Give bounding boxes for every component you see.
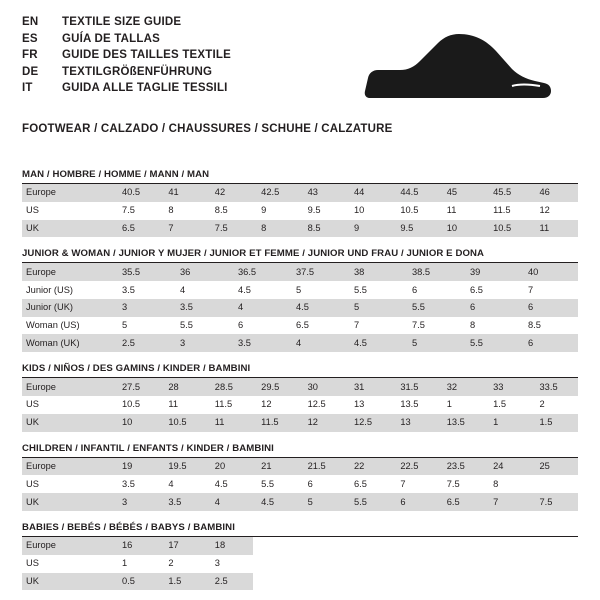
size-table-children (22, 458, 578, 511)
size-cell: 6 (307, 478, 313, 489)
size-cell: 38.5 (404, 263, 462, 281)
size-cell: 10 (353, 205, 365, 216)
size-block-junior-woman (22, 248, 578, 352)
size-cell: 4.5 (214, 478, 228, 489)
size-cell: 10.5 (160, 414, 206, 432)
table-row (22, 299, 578, 317)
language-row (22, 49, 231, 66)
size-cell: 45 (439, 184, 485, 202)
size-cell: 12 (261, 399, 272, 410)
size-cell: 1.5 (532, 414, 578, 432)
size-cell: 3.5 (122, 284, 135, 295)
page-header (22, 16, 578, 111)
size-cell: 42.5 (253, 184, 299, 202)
language-code: EN (22, 16, 39, 28)
size-cell: 4 (207, 493, 253, 511)
size-cell: 13 (353, 399, 365, 410)
size-cell: 6 (520, 299, 578, 317)
size-cell: 6 (412, 284, 418, 295)
size-cell: 5 (296, 284, 302, 295)
block-title: MAN / HOMBRE / HOMME / MANN / MAN (22, 169, 578, 184)
size-cell: 3.5 (160, 493, 206, 511)
size-cell: 45.5 (485, 184, 531, 202)
size-cell: 40 (520, 263, 578, 281)
size-cell: 46 (532, 184, 578, 202)
language-title: GUIDE DES TAILLES TEXTILE (62, 49, 231, 61)
size-cell: 22 (346, 458, 392, 476)
row-label: US (26, 205, 39, 216)
size-cell: 17 (160, 537, 206, 555)
size-cell: 6.5 (353, 478, 367, 489)
size-cell: 7.5 (446, 478, 460, 489)
size-cell: 2.5 (207, 573, 253, 591)
size-cell: 2 (168, 558, 174, 569)
size-cell: 3.5 (230, 334, 288, 352)
language-row (22, 66, 231, 83)
size-block-kids (22, 363, 578, 431)
size-cell: 25 (532, 458, 578, 476)
size-cell: 36 (172, 263, 230, 281)
size-cell: 23.5 (439, 458, 485, 476)
row-label: Junior (US) (26, 284, 74, 295)
size-cell: 10 (114, 414, 160, 432)
size-cell: 35.5 (114, 263, 172, 281)
row-label: Europe (22, 458, 114, 476)
language-row (22, 33, 231, 50)
block-title: BABIES / BEBÉS / BÉBÉS / BABYS / BAMBINI (22, 522, 578, 537)
language-title-list (22, 16, 231, 99)
size-cell: 10 (439, 220, 485, 238)
size-cell: 7 (354, 320, 360, 331)
size-cell: 44 (346, 184, 392, 202)
size-cell: 3 (214, 558, 220, 569)
size-cell: 33 (485, 378, 531, 396)
size-cell: 6 (520, 334, 578, 352)
size-cell: 3 (114, 493, 160, 511)
size-cell: 8.5 (214, 205, 228, 216)
size-cell: 28 (160, 378, 206, 396)
size-cell: 22.5 (392, 458, 438, 476)
size-cell: 1 (485, 414, 531, 432)
size-cell: 4 (230, 299, 288, 317)
size-cell: 1.5 (160, 573, 206, 591)
row-label: UK (22, 220, 114, 238)
size-cell: 5.5 (346, 493, 392, 511)
size-cell: 20 (207, 458, 253, 476)
size-cell: 13.5 (400, 399, 419, 410)
size-cell: 4 (288, 334, 346, 352)
size-cell: 30 (300, 378, 346, 396)
size-table-kids (22, 378, 578, 431)
table-row (22, 396, 578, 414)
size-cell: 7 (400, 478, 406, 489)
language-row (22, 82, 231, 99)
language-row (22, 16, 231, 33)
size-cell: 10.5 (400, 205, 419, 216)
table-row (22, 537, 578, 555)
size-cell: 6 (392, 493, 438, 511)
table-row (22, 458, 578, 476)
size-cell: 11 (168, 399, 179, 410)
size-cell: 5 (122, 320, 128, 331)
size-cell: 1.5 (493, 399, 507, 410)
empty-cell (253, 537, 578, 555)
size-cell: 27.5 (114, 378, 160, 396)
size-cell: 24 (485, 458, 531, 476)
size-cell: 19.5 (160, 458, 206, 476)
size-cell: 16 (114, 537, 160, 555)
size-block-children (22, 443, 578, 511)
size-cell: 7 (528, 284, 534, 295)
size-cell: 7.5 (207, 220, 253, 238)
size-cell: 11.5 (493, 205, 511, 216)
table-row (22, 378, 578, 396)
language-title: GUÍA DE TALLAS (62, 32, 160, 45)
table-row (22, 184, 578, 202)
size-cell: 12 (539, 205, 550, 216)
row-label: Europe (22, 263, 114, 281)
row-label: Europe (22, 537, 114, 555)
size-cell: 5.5 (354, 284, 367, 295)
size-cell: 10.5 (485, 220, 531, 238)
size-cell: 13 (392, 414, 438, 432)
size-cell: 3 (114, 299, 172, 317)
table-row (22, 573, 578, 591)
row-label: UK (22, 573, 114, 591)
row-label: UK (22, 493, 114, 511)
size-cell: 4.5 (253, 493, 299, 511)
size-cell: 5 (346, 299, 404, 317)
size-cell: 28.5 (207, 378, 253, 396)
size-cell: 8.5 (300, 220, 346, 238)
row-label: Junior (UK) (22, 299, 114, 317)
size-cell: 7.5 (122, 205, 135, 216)
size-cell: 8.5 (528, 320, 541, 331)
row-label: Woman (US) (26, 320, 80, 331)
size-cell: 11 (446, 205, 457, 216)
size-cell: 13.5 (439, 414, 485, 432)
size-cell: 7.5 (412, 320, 425, 331)
size-cell: 5.5 (404, 299, 462, 317)
size-cell: 11.5 (253, 414, 299, 432)
size-cell: 6.5 (439, 493, 485, 511)
size-cell: 9.5 (307, 205, 321, 216)
size-cell: 7 (485, 493, 531, 511)
size-cell: 5 (300, 493, 346, 511)
size-cell: 7.5 (532, 493, 578, 511)
size-cell: 5.5 (462, 334, 520, 352)
table-row (22, 334, 578, 352)
size-cell: 6.5 (114, 220, 160, 238)
table-row (22, 414, 578, 432)
size-cell: 11.5 (214, 399, 233, 410)
table-row (22, 493, 578, 511)
size-cell: 9.5 (392, 220, 438, 238)
size-cell: 4 (168, 478, 174, 489)
size-cell: 36.5 (230, 263, 288, 281)
size-table-junior-woman (22, 263, 578, 352)
row-label: Europe (22, 184, 114, 202)
size-cell: 10.5 (122, 399, 141, 410)
size-cell: 31 (346, 378, 392, 396)
size-cell: 7 (160, 220, 206, 238)
size-cell: 38 (346, 263, 404, 281)
size-cell: 6 (238, 320, 244, 331)
size-cell: 42 (207, 184, 253, 202)
size-cell (532, 475, 578, 493)
row-label: US (26, 558, 39, 569)
row-label: Woman (UK) (22, 334, 114, 352)
size-cell: 2.5 (114, 334, 172, 352)
size-table-man (22, 184, 578, 237)
size-cell: 31.5 (392, 378, 438, 396)
language-title: GUIDA ALLE TAGLIE TESSILI (62, 82, 228, 94)
block-title: KIDS / NIÑOS / DES GAMINS / KINDER / BAMBINI (22, 363, 578, 378)
empty-cell (253, 573, 578, 591)
size-cell: 9 (346, 220, 392, 238)
row-label: US (26, 399, 39, 410)
row-label: US (26, 478, 39, 489)
size-blocks (22, 169, 578, 590)
size-table-babies (22, 537, 578, 590)
table-row (22, 317, 578, 335)
table-row (22, 220, 578, 238)
language-title-body (22, 16, 231, 99)
size-cell: 5.5 (180, 320, 193, 331)
size-cell: 3.5 (172, 299, 230, 317)
size-cell: 32 (439, 378, 485, 396)
empty-cell (253, 555, 578, 573)
block-title: JUNIOR & WOMAN / JUNIOR Y MUJER / JUNIOR ET FEMME / JUNIOR UND FRAU / JUNIOR E DONA (22, 248, 578, 263)
size-cell: 6.5 (296, 320, 309, 331)
size-cell: 8 (470, 320, 476, 331)
language-code: FR (22, 49, 38, 61)
block-title: CHILDREN / INFANTIL / ENFANTS / KINDER / BAMBINI (22, 443, 578, 458)
size-cell: 11 (207, 414, 253, 432)
size-cell: 21.5 (300, 458, 346, 476)
size-cell: 33.5 (532, 378, 578, 396)
size-cell: 21 (253, 458, 299, 476)
size-cell: 37.5 (288, 263, 346, 281)
size-cell: 5.5 (261, 478, 275, 489)
dress-shoe-icon (362, 34, 552, 111)
size-cell: 29.5 (253, 378, 299, 396)
size-cell: 12.5 (307, 399, 326, 410)
size-cell: 5 (404, 334, 462, 352)
size-cell: 19 (114, 458, 160, 476)
size-cell: 8 (253, 220, 299, 238)
size-cell: 4.5 (288, 299, 346, 317)
size-cell: 43 (300, 184, 346, 202)
language-code: DE (22, 65, 39, 78)
table-row (22, 281, 578, 299)
size-block-babies (22, 522, 578, 590)
language-title: TEXTILGRÖßENFÜHRUNG (62, 65, 213, 78)
size-cell: 0.5 (114, 573, 160, 591)
size-cell: 11 (532, 220, 578, 238)
size-cell: 4 (180, 284, 186, 295)
size-cell: 1 (122, 558, 128, 569)
footwear-category-title: FOOTWEAR / CALZADO / CHAUSSURES / SCHUHE / CALZATURE (22, 123, 393, 135)
size-cell: 39 (462, 263, 520, 281)
size-block-man (22, 169, 578, 237)
size-cell: 6 (462, 299, 520, 317)
size-cell: 3 (172, 334, 230, 352)
table-row (22, 475, 578, 493)
size-cell: 12.5 (346, 414, 392, 432)
table-row (22, 555, 578, 573)
size-cell: 6.5 (470, 284, 483, 295)
size-cell: 44.5 (392, 184, 438, 202)
size-cell: 8 (168, 205, 174, 216)
size-cell: 8 (493, 478, 499, 489)
table-row (22, 202, 578, 220)
size-cell: 1 (446, 399, 452, 410)
size-cell: 9 (261, 205, 267, 216)
size-cell: 18 (207, 537, 253, 555)
table-row (22, 263, 578, 281)
language-code: IT (22, 82, 33, 94)
language-title: TEXTILE SIZE GUIDE (62, 16, 182, 28)
size-cell: 3.5 (122, 478, 135, 489)
size-cell: 4.5 (238, 284, 251, 295)
size-cell: 2 (539, 399, 545, 410)
size-cell: 40.5 (114, 184, 160, 202)
row-label: Europe (22, 378, 114, 396)
size-cell: 4.5 (346, 334, 404, 352)
language-code: ES (22, 32, 38, 45)
size-cell: 12 (300, 414, 346, 432)
row-label: UK (22, 414, 114, 432)
size-cell: 41 (160, 184, 206, 202)
